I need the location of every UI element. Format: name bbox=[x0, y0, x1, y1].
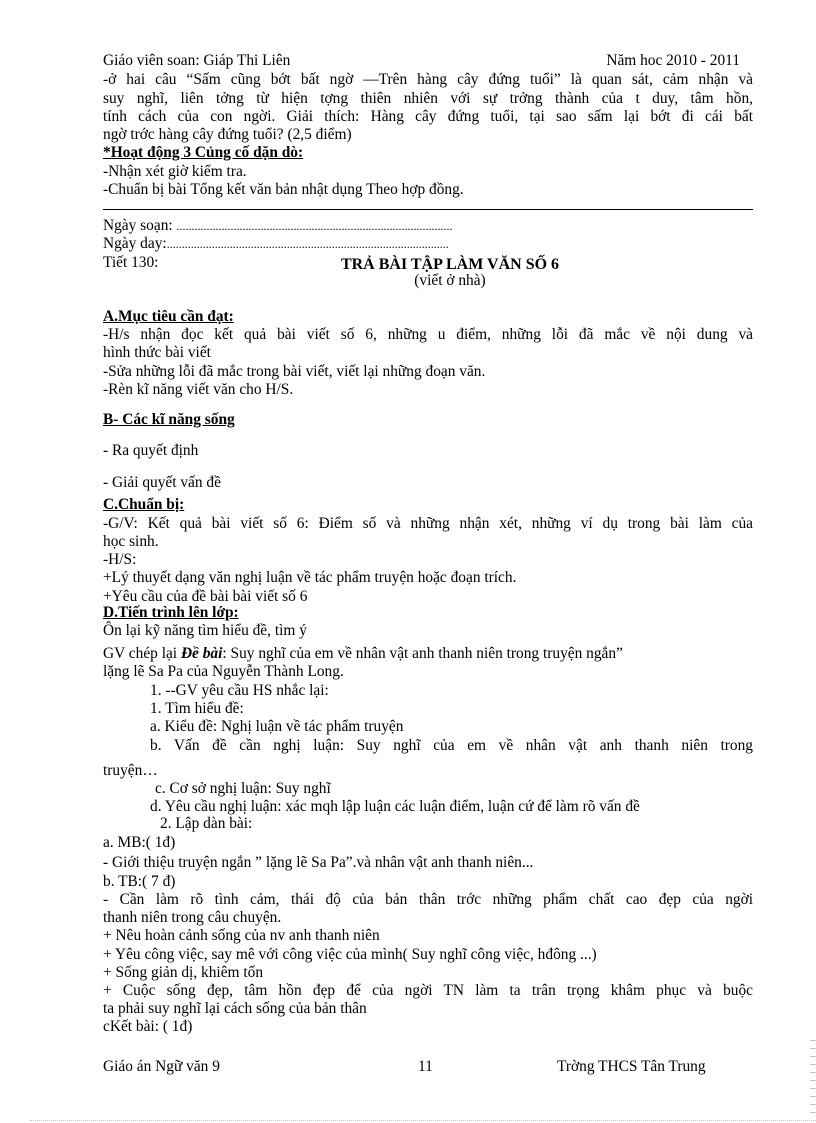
tb-line: thanh niên trong câu chuyện. bbox=[103, 909, 282, 926]
edge-tick bbox=[810, 1064, 816, 1065]
section-c-line: học sinh. bbox=[103, 533, 159, 550]
page-bottom-edge bbox=[30, 1120, 816, 1121]
section-a-line: hình thức bài viết bbox=[103, 344, 211, 361]
footer-school: Trờng THCS Tân Trung bbox=[557, 1058, 706, 1075]
section-d-intro: Ôn lại kỹ năng tìm hiểu đề, tìm ý bbox=[103, 622, 307, 639]
edge-tick bbox=[810, 1080, 816, 1081]
tb-line: - Cần làm rõ tình cảm, thái độ của bản thân trớc những phẩm chất cao đẹp của ngời bbox=[103, 891, 753, 908]
section-a-line: -Sửa những lỗi đã mắc trong bài viết, viết lại những đoạn văn. bbox=[103, 363, 486, 380]
edge-tick bbox=[810, 1088, 816, 1089]
section-d-heading: D.Tiến trình lên lớp: bbox=[103, 604, 239, 621]
section-c-line: -H/S: bbox=[103, 551, 137, 568]
section-b-item: - Giải quyết vấn đề bbox=[103, 474, 221, 491]
activity-item: -Chuẩn bị bài Tổng kết văn bản nhật dụng Theo hợp đồng. bbox=[103, 181, 464, 198]
footer-course: Giáo án Ngữ văn 9 bbox=[103, 1058, 220, 1075]
gv-line bbox=[103, 645, 623, 663]
tb-line: ta phải suy nghĩ lại cách sống của bản thân bbox=[103, 1000, 367, 1017]
ngay-soan-dots: ............................................................................................ bbox=[176, 219, 453, 233]
ngay-day-line bbox=[103, 235, 449, 254]
ngay-soan-line bbox=[103, 217, 453, 236]
section-c-line: +Yêu cầu của đề bài bài viết số 6 bbox=[103, 588, 308, 605]
edge-tick bbox=[810, 1056, 816, 1057]
paragraph-line: ngờ trớc hàng cây đứng tuổi? (2,5 điểm) bbox=[103, 126, 352, 143]
section-b-heading: B- Các kĩ năng sống bbox=[103, 411, 235, 428]
tb-line: + Nêu hoàn cảnh sống của nv anh thanh niên bbox=[103, 927, 380, 944]
ngay-soan-label: Ngày soạn: bbox=[103, 217, 177, 234]
step-c: c. Cơ sở nghị luận: Suy nghĩ bbox=[155, 780, 331, 797]
edge-tick bbox=[810, 1112, 816, 1113]
paragraph-line: tính cách của con ngời. Giải thích: Hàng cây đứng tuổi, tại sao sấm lại bớt đi cái bất bbox=[103, 108, 753, 125]
step-2: 2. Lập dàn bài: bbox=[160, 815, 253, 832]
step-b-line-1: b. Vấn đề cần nghị luận: Suy nghĩ của em về nhân vật anh thanh niên trong bbox=[150, 737, 753, 754]
ngay-day-dots: .............................................................................................. bbox=[166, 237, 449, 251]
footer-page-number: 11 bbox=[418, 1058, 433, 1075]
paragraph-line: suy nghĩ, liên tởng từ hiện tợng thiên nhiên với sự trởng thành của t duy, tâm hồn, bbox=[103, 90, 753, 107]
de-bai-label: Đề bài bbox=[180, 645, 223, 662]
edge-tick bbox=[810, 1072, 816, 1073]
gv-prefix: GV chép lại bbox=[103, 645, 181, 662]
step-b-line-2: truyện… bbox=[103, 762, 158, 779]
section-divider bbox=[103, 209, 753, 210]
tb-line: + Sống giản dị, khiêm tốn bbox=[103, 964, 264, 981]
header-teacher: Giáo viên soan: Giáp Thi Liên bbox=[103, 52, 291, 69]
header-school-year: Năm hoc 2010 - 2011 bbox=[606, 52, 740, 69]
kb-heading: cKết bài: ( 1đ) bbox=[103, 1018, 193, 1035]
section-c-heading: C.Chuẩn bị: bbox=[103, 496, 185, 513]
lesson-subtitle: (viết ở nhà) bbox=[414, 272, 486, 289]
activity-item: -Nhận xét giờ kiểm tra. bbox=[103, 163, 247, 180]
mb-detail: - Giới thiệu truyện ngắn ” lặng lẽ Sa Pa”.và nhân vật anh thanh niên... bbox=[103, 854, 534, 871]
section-a-line: -Rèn kĩ năng viết văn cho H/S. bbox=[103, 381, 294, 398]
lesson-number: Tiết 130: bbox=[103, 254, 159, 271]
edge-tick bbox=[810, 1096, 816, 1097]
activity-heading: *Hoạt động 3 Củng cố dặn dò: bbox=[103, 144, 304, 161]
section-c-line: -G/V: Kết quả bài viết số 6: Điểm số và những nhận xét, những ví dụ trong bài làm của bbox=[103, 515, 753, 532]
step-d: d. Yêu cầu nghị luận: xác mqh lập luận các luận điểm, luận cứ để làm rõ vấn đề bbox=[150, 798, 640, 815]
step-a: a. Kiểu đề: Nghị luận về tác phẩm truyện bbox=[150, 718, 404, 735]
paragraph-line: -ở hai câu “Sấm cũng bớt bất ngờ —Trên hàng cây đứng tuổi” là quan sát, cảm nhận và bbox=[103, 71, 753, 88]
section-a-line: -H/s nhận đọc kết quả bài viết số 6, những u điểm, những lỗi đã mắc về nội dung và bbox=[103, 326, 753, 343]
step-1-sub: 1. Tìm hiểu đề: bbox=[150, 700, 244, 717]
edge-tick bbox=[810, 1104, 816, 1105]
section-a-heading: A.Mục tiêu cần đạt: bbox=[103, 308, 234, 325]
ngay-day-label: Ngày day: bbox=[103, 235, 167, 252]
section-b-item: - Ra quyết định bbox=[103, 442, 199, 459]
tb-heading: b. TB:( 7 đ) bbox=[103, 873, 176, 890]
edge-tick bbox=[810, 1040, 816, 1041]
gv-rest: : Suy nghĩ của em về nhân vật anh thanh niên trong truyện ngắn” bbox=[222, 645, 623, 662]
gv-line-2: lặng lẽ Sa Pa của Nguyễn Thành Long. bbox=[103, 663, 344, 680]
section-c-line: +Lý thuyết dạng văn nghị luận về tác phẩm truyện hoặc đoạn trích. bbox=[103, 569, 517, 586]
lesson-title: TRẢ BÀI TẬP LÀM VĂN SỐ 6 bbox=[340, 256, 560, 273]
edge-tick bbox=[810, 1048, 816, 1049]
step-1: 1. --GV yêu cầu HS nhắc lại: bbox=[150, 682, 329, 699]
mb-heading: a. MB:( 1đ) bbox=[103, 834, 176, 851]
tb-line: + Yêu công việc, say mê với công việc của mình( Suy nghĩ công việc, hđông ...) bbox=[103, 946, 597, 963]
tb-line: + Cuộc sống đẹp, tâm hồn đẹp để của ngời TN làm ta trân trọng khâm phục và buộc bbox=[103, 982, 753, 999]
